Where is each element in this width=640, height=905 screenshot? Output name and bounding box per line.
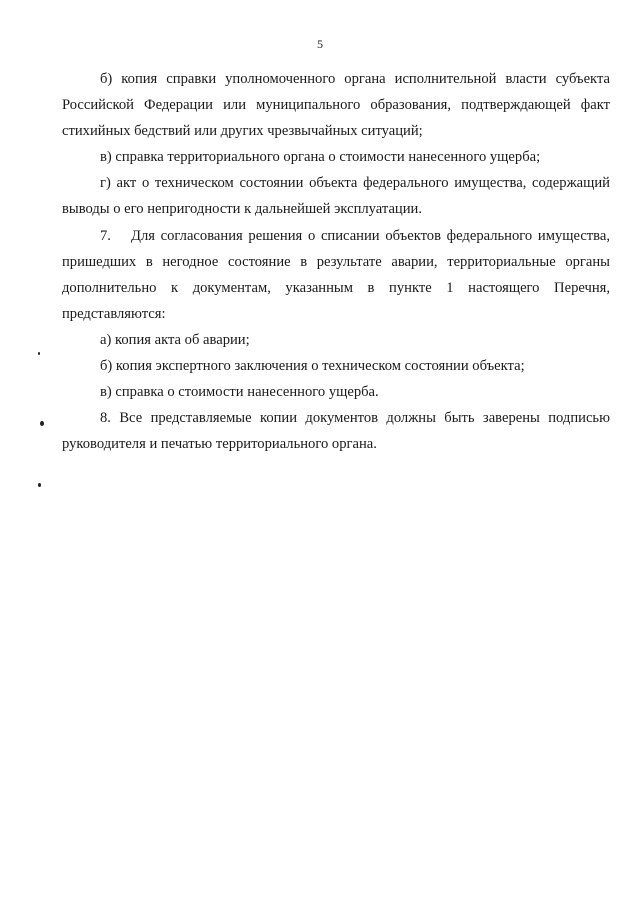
paragraph-6b: б) копия справки уполномоченного органа исполнительной власти субъекта Российской Федерации или муниципального образования, подтверждающей факт стихийных бедствий или других чрезвычайных ситуаций; — [62, 71, 610, 139]
paragraph-6v: в) справка территориального органа о стоимости нанесенного ущерба; — [100, 149, 541, 165]
paragraph-7v: в) справка о стоимости нанесенного ущерба. — [100, 384, 379, 400]
paragraph-7b: б) копия экспертного заключения о техническом состоянии объекта; — [100, 358, 525, 374]
paragraph-8: 8. Все представляемые копии документов должны быть заверены подписью руководителя и печатью территориального органа. — [62, 410, 610, 452]
paragraph-7-text: Для согласования решения о списании объектов федерального имущества, пришедших в негодное состояние в результате аварии, территориальные органы дополнительно к документам, указанным в пункте 1 настоящего Перечня, представляются: — [62, 228, 610, 322]
paragraph-6g: г) акт о техническом состоянии объекта федерального имущества, содержащий выводы о его непригодности к дальнейшей эксплуатации. — [62, 175, 610, 217]
paragraph-7-number: 7. — [100, 228, 111, 244]
paragraph-7 — [62, 223, 610, 327]
document-body — [62, 66, 610, 457]
paragraph-7a: а) копия акта об аварии; — [100, 332, 250, 348]
scan-speck — [40, 421, 44, 426]
scan-speck — [38, 352, 40, 355]
scan-speck — [38, 483, 41, 487]
page-number: 5 — [317, 37, 323, 51]
